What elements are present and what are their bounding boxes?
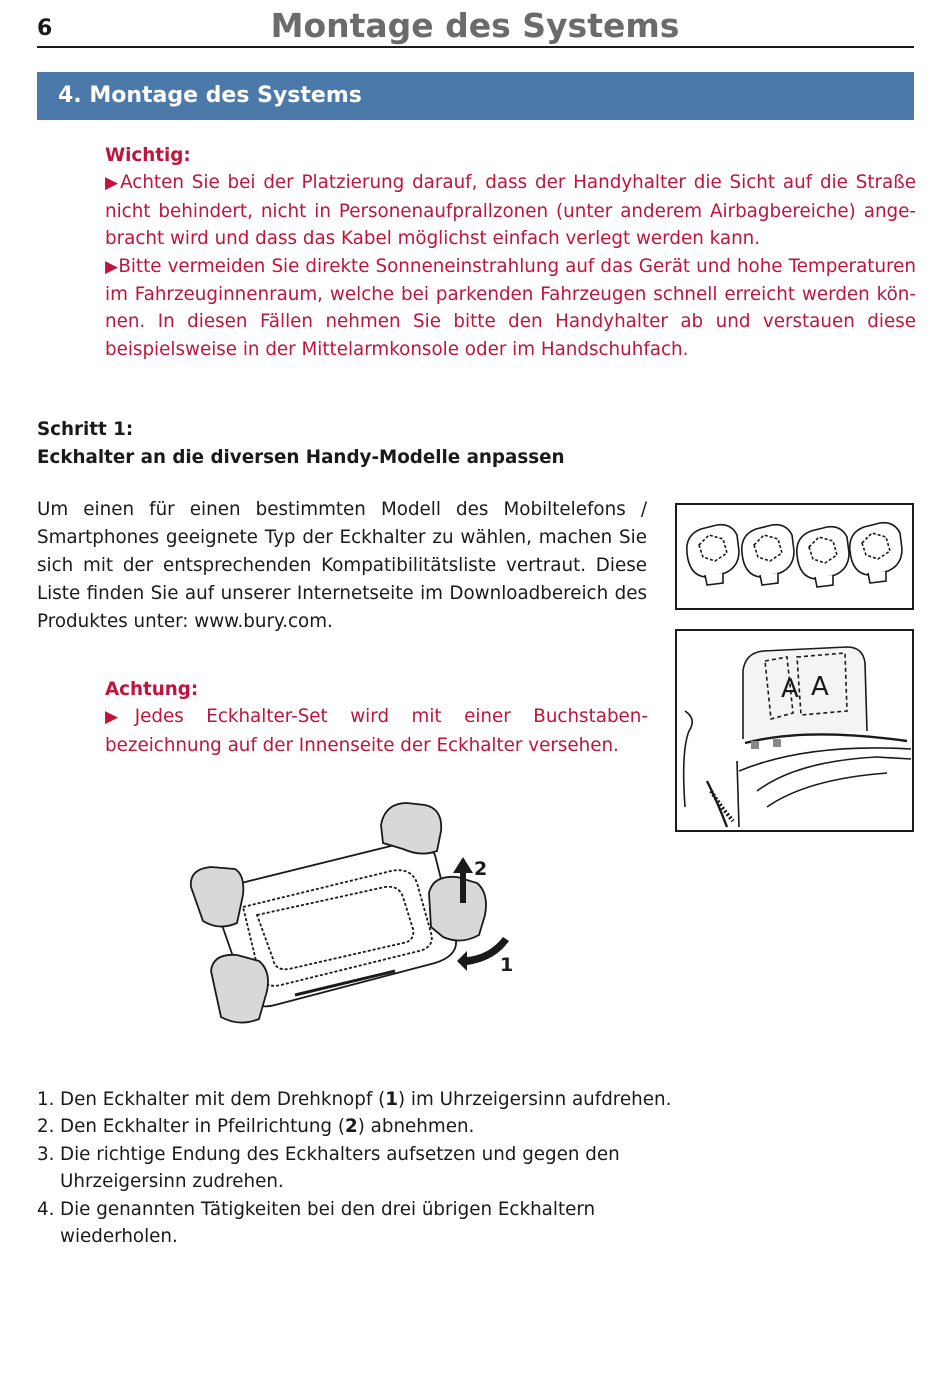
triangle-bullet-icon: ▶: [105, 256, 119, 277]
important-bullet-text: Achten Sie bei der Platzierung darauf, dass der Handyhalter die Sicht auf die Straße nicht behindert, nicht in Personenaufprallzonen (unter anderem Airbagbereiche) angebracht wird und dass das Kabel möglichst einfach verlegt werden kann.: [105, 172, 916, 250]
corner-holder-top-right: [381, 803, 441, 854]
corner-holders-figure: [675, 503, 914, 610]
step-heading: Eckhalter an die diversen Handy-Modelle anpassen: [37, 447, 565, 468]
page-header-title: Montage des Systems: [270, 6, 680, 45]
caution-bullet: [105, 703, 648, 759]
corner-holder-top-left: [191, 867, 244, 927]
instruction-item: [37, 1113, 671, 1140]
corner-holder-icon: [797, 527, 849, 587]
corner-holder-icon: [687, 525, 739, 585]
instruction-text-end: ) im Uhrzeigersinn aufdrehen.: [397, 1089, 672, 1110]
instruction-number: 3.: [37, 1143, 55, 1165]
corner-holder-bottom-left: [211, 955, 268, 1023]
instruction-item: [37, 1141, 620, 1196]
instruction-number: 2.: [37, 1116, 55, 1138]
corner-closeup-figure: [675, 629, 914, 832]
instruction-item: [37, 1086, 671, 1113]
instruction-text: Den Eckhalter mit dem Drehknopf (: [60, 1089, 386, 1110]
instruction-number: 4.: [37, 1198, 55, 1220]
step-title: [37, 416, 565, 472]
corner-holder-icon: [742, 525, 794, 585]
important-heading: Wichtig:: [105, 145, 191, 166]
instruction-text: Den Eckhalter in Pfeilrichtung (: [60, 1116, 345, 1138]
header-rule: [37, 46, 914, 48]
instruction-ref: 1: [385, 1089, 398, 1110]
instruction-text: Die richtige Endung des Eckhalters aufsetzen und gegen den Uhrzeigersinn zudrehen.: [60, 1143, 620, 1193]
lift-step-label: 2: [474, 858, 488, 880]
instruction-ref: 2: [344, 1116, 358, 1138]
triangle-bullet-icon: ▶: [105, 173, 121, 194]
step-intro: Um einen für einen bestimmten Modell des Mobiltelefons / Smartphones geeignete Typ der Eckhalter zu wählen, machen Sie sich mit der entsprechenden Kompatibilitätsliste vertraut. Diese Liste finden Sie auf unserer Internetseite im Downloadbereich des Produktes unter: www.bury.com.: [37, 499, 647, 632]
section-title: 4. Montage des Systems: [58, 83, 362, 108]
corner-holder-icon: [850, 523, 902, 583]
important-bullet: [105, 253, 916, 364]
corner-holders-illustration: [677, 505, 912, 608]
section-banner: [37, 72, 914, 120]
corner-letter-right: A: [811, 672, 829, 702]
instruction-number: 1.: [37, 1089, 55, 1110]
instruction-text-end: ) abnehmen.: [357, 1116, 475, 1138]
important-bullet-text: Bitte vermeiden Sie direkte Sonneneinstrahlung auf das Gerät und hohe Temperaturen im Fahrzeuginnenraum, welche bei parkenden Fahrzeugen schnell erreicht werden können. In diesen Fällen nehmen Sie bitte den Handyhalter ab und verstauen diese beispielsweise in der Mittelarmkonsole oder im Handschuhfach.: [105, 255, 916, 360]
caution-bullet-text: Jedes Eckhalter-Set wird mit einer Buchstabenbezeichnung auf der Innenseite der Eckhalter versehen.: [105, 706, 648, 756]
page-number: 6: [37, 16, 53, 41]
caution-note: [105, 676, 648, 759]
step-label: Schritt 1:: [37, 419, 134, 440]
corner-holder-bottom-right: [429, 877, 486, 941]
cradle-illustration: [185, 795, 525, 1035]
important-note: [105, 142, 916, 363]
corner-letter-left: A: [781, 674, 799, 704]
caution-heading: Achtung:: [105, 679, 199, 700]
corner-closeup-illustration: [677, 631, 912, 830]
instruction-list: [37, 1086, 671, 1250]
rotate-step-label: 1: [500, 954, 514, 976]
important-bullet: [105, 169, 916, 252]
instruction-text: Die genannten Tätigkeiten bei den drei übrigen Eckhaltern wiederholen.: [60, 1198, 596, 1248]
instruction-item: [37, 1196, 620, 1251]
triangle-bullet-icon: ▶: [105, 707, 135, 728]
